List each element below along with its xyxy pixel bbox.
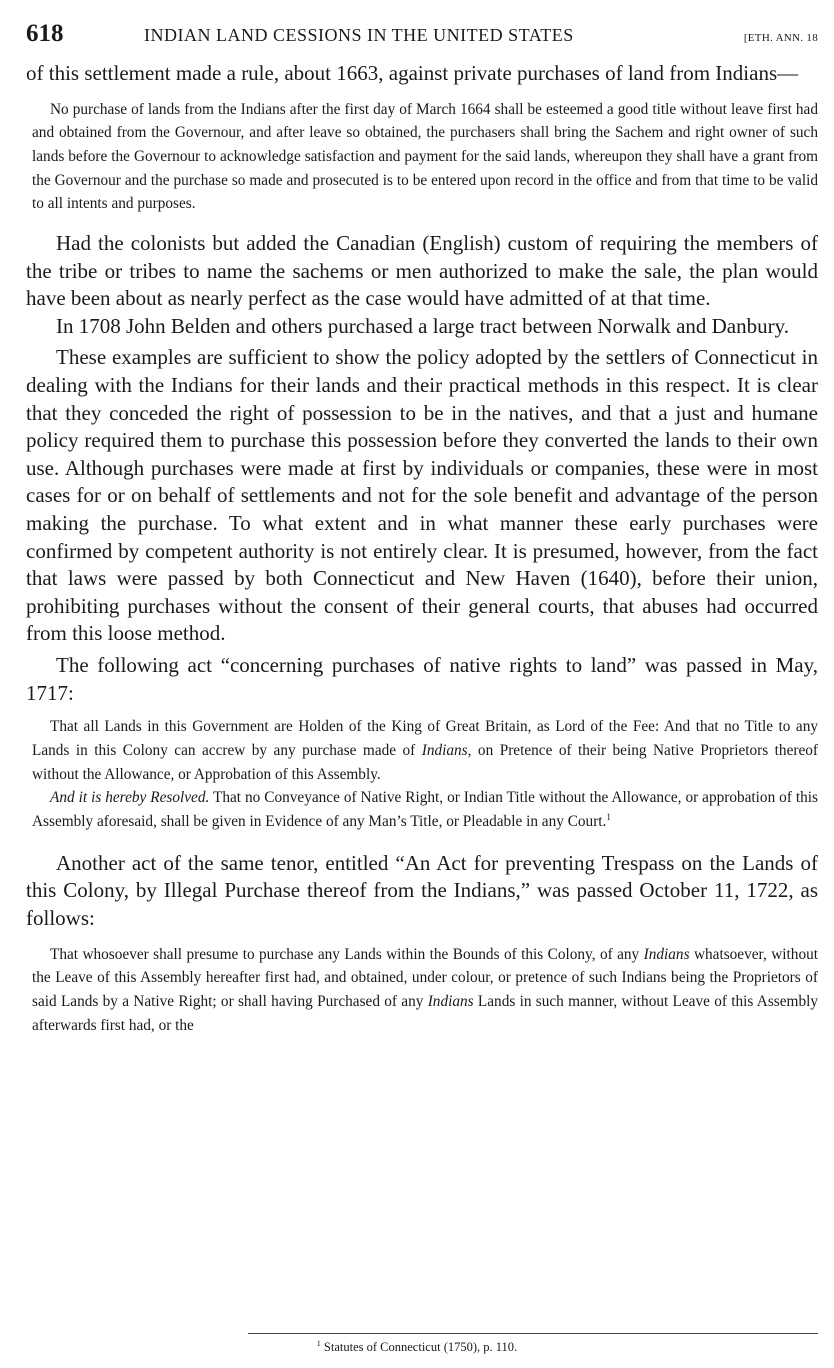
quote-1664-rule: No purchase of lands from the Indians after the first day of March 1664 shall be esteemed a good title without leave first had and obtained from the Governour, and after leave so obtained, the purchasers shall bring the Sachem and right owner of such lands before the Governour to acknowledge satisfaction and payment for the said lands, whereupon they shall have a grant from the Governour and the purchase so made and prosecuted is to be entered upon record in the office and from that time to be valid to all intents and purposes.: [32, 100, 818, 213]
quote-1717-resolved: [32, 786, 818, 833]
quote-text: That all Lands in this Government are Holden of the King of Great Britain, as Lord of the Fee: And that no Title to any Lands in this Colony can accrew by any purchase made of: [32, 718, 818, 759]
quote-italic: Indians: [427, 992, 474, 1010]
footnote-reference: 1: [606, 811, 611, 822]
paragraph-intro: of this settlement made a rule, about 1663, against private purchases of land from Indians—: [26, 61, 799, 85]
running-title: INDIAN LAND CESSIONS IN THE UNITED STATES: [144, 25, 574, 45]
page-number: 618: [26, 20, 64, 47]
quote-text: That whosoever shall presume to purchase any Lands within the Bounds of this Colony, of any: [50, 945, 644, 963]
footnote-mark: 1: [316, 1338, 321, 1348]
quote-text: That no Conveyance of Native Right, or Indian Title without the Allowance, or approbation of this Assembly aforesaid, shall be given in Evidence of any Man’s Title, or Pleadable in any Court.: [32, 789, 818, 831]
paragraph-act-1722: Another act of the same tenor, entitled “An Act for preventing Trespass on the Lands of this Colony, by Illegal Purchase thereof from the Indians,” was passed October 11, 1722, as follows:: [26, 850, 818, 930]
quote-1722-trespass: [32, 943, 818, 1038]
footnote-text: Statutes of Connecticut (1750), p. 110.: [320, 1340, 518, 1354]
quote-italic: Indians: [643, 945, 690, 963]
paragraph-act-1717: The following act “concerning purchases of native rights to land” was passed in May, 1717:: [26, 653, 818, 705]
quote-text: , on Pretence of their being Native Proprietors thereof without the Allowance, or Approbation of this Assembly.: [32, 741, 818, 783]
document-page: [26, 20, 818, 1037]
paragraph-canadian-custom: Had the colonists but added the Canadian (English) custom of requiring the members of the tribe or tribes to name the sachems or men authorized to make the sale, the plan would have been about as nearly perfect as the case would have admitted of at that time.: [26, 231, 818, 311]
footnote-rule: [248, 1333, 818, 1334]
paragraph-belden-purchase: In 1708 John Belden and others purchased a large tract between Norwalk and Danbury.: [56, 313, 790, 338]
quote-italic: And it is hereby Resolved.: [50, 789, 210, 807]
footnote: [0, 1340, 834, 1355]
page-header: [26, 20, 818, 56]
paragraph-policy: These examples are sufficient to show the policy adopted by the settlers of Connecticut in dealing with the Indians for their lands and their practical methods in this respect. It is clear that they conceded the right of possession to be in the natives, and that a just and humane policy required them to purchase this possession before they converted the lands to their own use. Although purchases were made at first by individuals or companies, these were in most cases for or on behalf of settlements and not for the sole benefit and advantage of the person making the purchase. To what extent and in what manner these early purchases were confirmed by competent authority is not entirely clear. It is presumed, however, from the fact that laws were passed by both Connecticut and New Haven (1640), before their union, prohibiting purchases without the consent of their general courts, that abuses had occurred from this loose method.: [26, 345, 818, 646]
report-tag: [ETH. ANN. 18: [743, 32, 818, 44]
quote-italic: Indians: [421, 741, 468, 759]
quote-text: whatsoever, without the Leave of this Assembly hereafter first had, and obtained, under colour, or pretence of such Indians being the Proprietors of said Lands by a Native Right; or shall having Purchased of any: [32, 945, 818, 1010]
quote-1717-lands: [32, 715, 818, 786]
quote-text: Lands in such manner, without Leave of this Assembly afterwards first had, or the: [32, 992, 818, 1034]
